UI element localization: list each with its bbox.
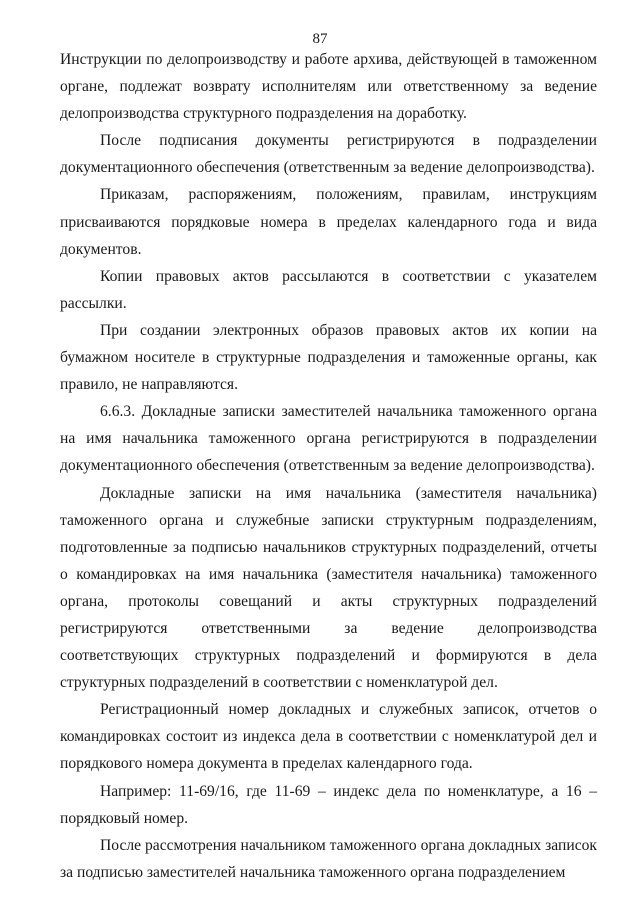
paragraph-registration-after-signing: После подписания документы регистрируются в подразделении документационного обеспечения (ответственным за ведение делопроизводства). xyxy=(60,132,597,177)
page-number: 87 xyxy=(312,31,328,47)
paragraph-registration-number: Регистрационный номер докладных и служебных записок, отчетов о командировках состоит из индекса дела в соответствии с номенклатурой дел и порядкового номера документа в пределах календарного года. xyxy=(60,701,597,773)
paragraph-archive-instructions: Инструкции по делопроизводству и работе архива, действующей в таможенном органе, подлежат возврату исполнителям или ответственному за ведение делопроизводства структурного подразделения на доработку. xyxy=(60,51,597,123)
paragraph-numbering: Приказам, распоряжениям, положениям, правилам, инструкциям присваиваются порядковые номера в пределах календарного года и вида документов. xyxy=(60,186,597,258)
paragraph-section-6-6-3: 6.6.3. Докладные записки заместителей начальника таможенного органа на имя начальника таможенного органа регистрируются в подразделении документационного обеспечения (ответственным за ведение делопроизводства). xyxy=(60,403,597,475)
paragraph-memos-registration: Докладные записки на имя начальника (заместителя начальника) таможенного органа и служебные записки структурным подразделениям, подготовленные за подписью начальников структурных подразделений, отчеты о командировках на имя начальника (заместителя начальника) таможенного органа, протоколы совещаний и акты структурных подразделений регистрируются ответственными за ведение делопроизводства соответствующих структурных подразделений и формируются в дела структурных подразделений в соответствии с номенклатурой дел. xyxy=(60,484,597,692)
paragraph-electronic-images: При создании электронных образов правовых актов их копии на бумажном носителе в структурные подразделения и таможенные органы, как правило, не направляются. xyxy=(60,321,597,394)
paragraph-example: Например: 11-69/16, где 11-69 – индекс дела по номенклатуре, а 16 – порядковый номер. xyxy=(60,782,597,827)
paragraph-copies-distribution: Копии правовых актов рассылаются в соответствии с указателем рассылки. xyxy=(60,267,597,312)
document-body xyxy=(60,46,597,886)
paragraph-after-review: После рассмотрения начальником таможенного органа докладных записок за подписью заместителей начальника таможенного органа подразделением xyxy=(60,836,597,881)
